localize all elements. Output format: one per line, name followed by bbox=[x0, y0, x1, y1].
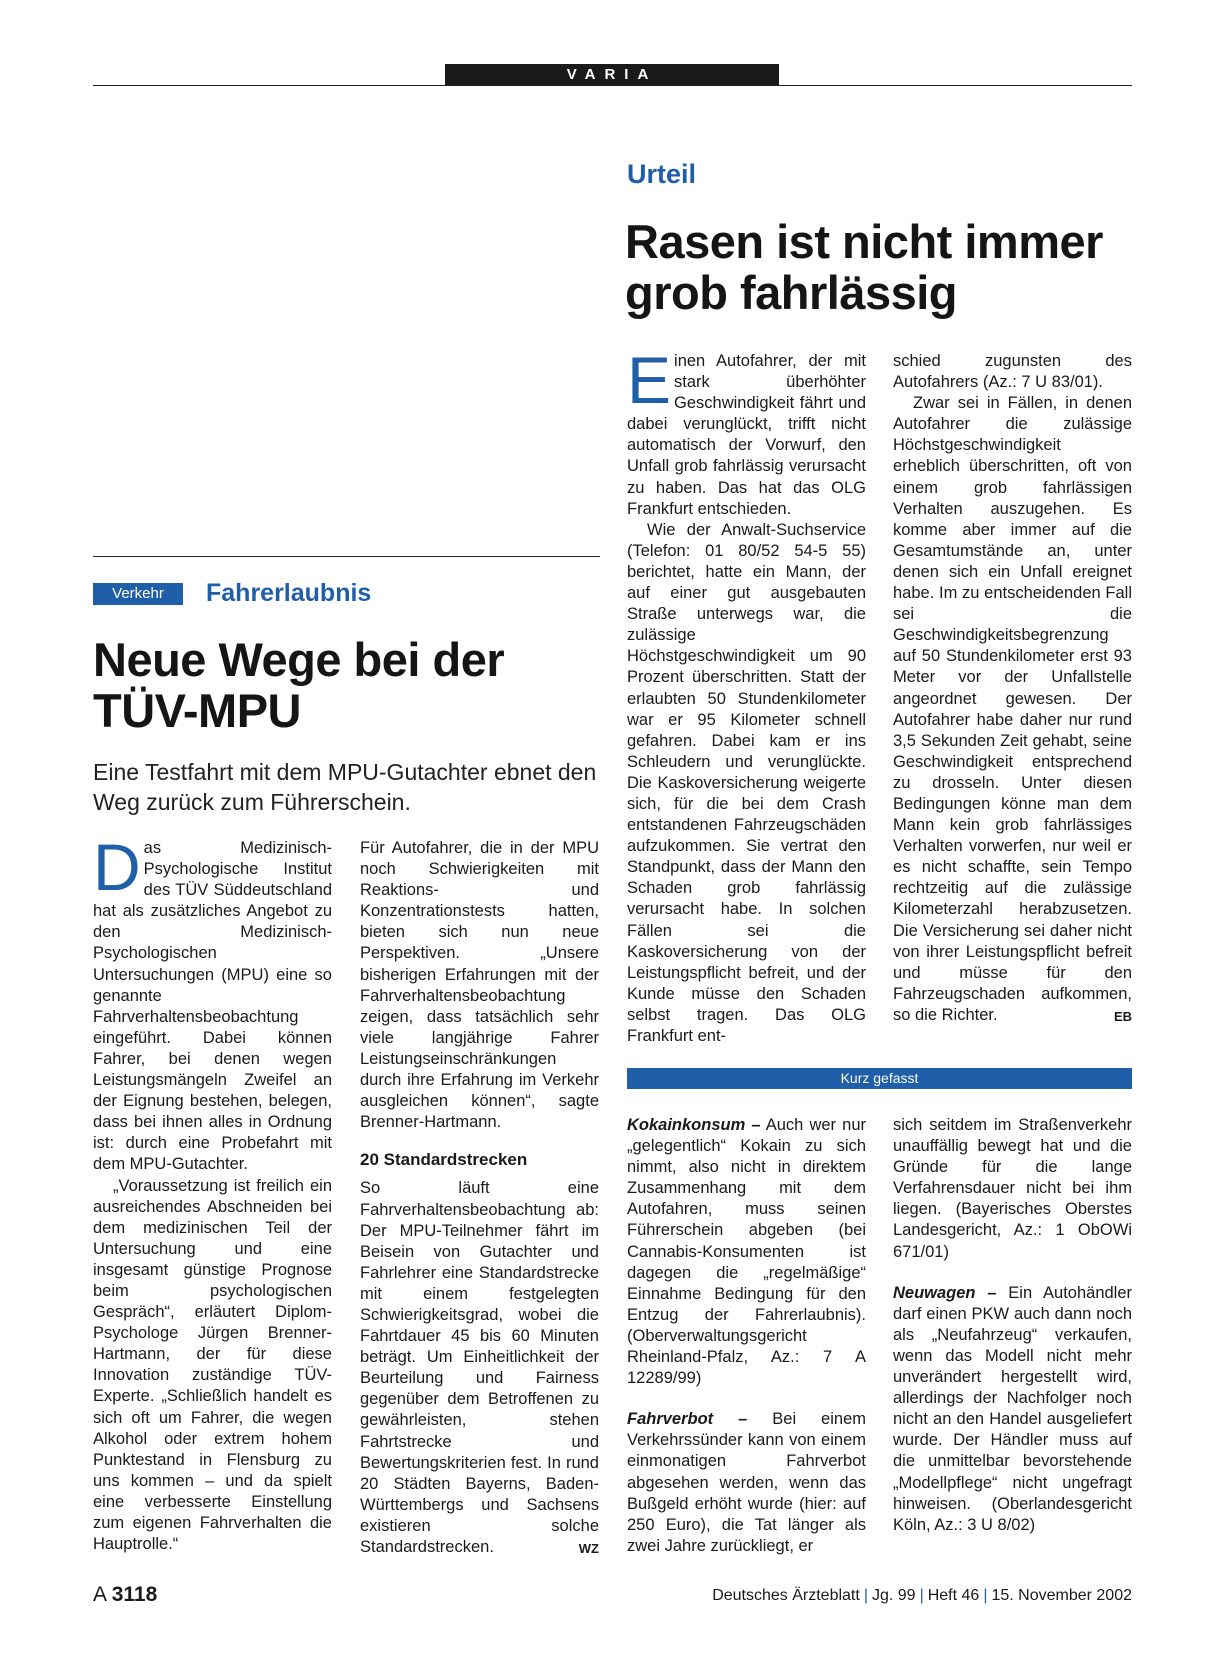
urteil-column-1 bbox=[627, 343, 866, 1047]
urteil-headline bbox=[625, 216, 1135, 318]
journal-issue: Heft 46 bbox=[927, 1587, 980, 1604]
verkehr-dropcap: D bbox=[93, 830, 141, 904]
urteil-paragraph-3: schied zugunsten des Autofahrers (Az.: 7 U 83/01). bbox=[893, 352, 1132, 392]
kurz-item-neuwagen-text: Ein Autohändler darf einen PKW auch dann noch als „Neufahrzeug“ verkaufen, wenn das Modell nicht mehr unverändert hergestellt wird, allerdings der Nachfolger noch nicht an den Handel ausgeliefert wurde. Der Händler muss auf die unmittelbar bevorstehende „Modellpflege“ nicht ungefragt hinweisen. (Oberlandesgericht Köln, Az.: 3 U 8/02) bbox=[893, 1283, 1133, 1534]
urteil-kicker: Urteil bbox=[627, 159, 697, 189]
kurz-column-2 bbox=[893, 1115, 1132, 1556]
verkehr-subheading: 20 Standardstrecken bbox=[360, 1150, 528, 1170]
verkehr-author-initials: WZ bbox=[578, 1541, 599, 1557]
kurz-item-fahrverbot-lead: Fahrverbot – bbox=[627, 1410, 748, 1429]
kurz-item-fahrverbot-text: Bei einem Verkehrssünder kann von einem einmonatigen Fahrverbot abgesehen werden, wenn das Bußgeld erhöht wurde (hier: auf 250 Euro), die Tat länger als zwei Jahre zurückliegt, er bbox=[627, 1410, 866, 1555]
kurz-column-1 bbox=[627, 1115, 866, 1577]
verkehr-paragraph-4: So läuft eine Fahrverhaltensbeobachtung ab: Der MPU-Teilnehmer fährt im Beisein von Gutachter und Fahrlehrer eine Standardstrecke mit einem festgelegten Schwierigkeitsgrad, wobei die Fahrtdauer 45 bis 60 Minuten beträgt. Um Einheitlichkeit der Beurteilung und Fairness gegenüber dem Betroffenen zu gewährleisten, stehen Fahrtstrecke und Bewertungskriterien fest. In rund 20 Städten Bayerns, Baden-Württembergs und Sachsens existieren solche Standardstrecken. bbox=[360, 1179, 599, 1556]
kurz-gefasst-bar: Kurz gefasst bbox=[627, 1068, 1132, 1089]
urteil-column-2 bbox=[893, 351, 1132, 1027]
verkehr-paragraph-1: as Medizinisch-Psychologische Institut des TÜV Süddeutschland hat als zusätzliches Angebot zu den Medizinisch-Psychologischen Untersuchungen (MPU) eine so genannte Fahrverhaltensbeobachtung eingeführt. Dabei können Fahrer, bei denen wegen Leistungsmängeln Zweifel an der Eignung bestehen, belegen, dass bei ihnen alles in Ordnung ist: durch eine Probefahrt mit dem MPU-Gutachter. bbox=[93, 839, 332, 1174]
urteil-author-initials: EB bbox=[1113, 1009, 1132, 1024]
kurz-item-neuwagen bbox=[893, 1283, 1132, 1536]
urteil-paragraph-1: inen Autofahrer, der mit stark überhöhter Geschwindigkeit fährt und dabei verunglückt, trifft nicht automatisch der Vorwurf, den Unfall grob fahrlässig verursacht zu haben. Das hat das OLG Frankfurt entschieden. bbox=[627, 352, 866, 518]
urteil-paragraph-4: Zwar sei in Fällen, in denen Autofahrer die zulässige Höchstgeschwindigkeit erheblich überschritten, oft von einem grob fahrlässigen Verhalten auszugehen. Es komme aber immer auf die Gesamtumstände an, unter denen sich ein Unfall ereignet habe. Im zu entscheidenden Fall sei die Geschwindigkeitsbegrenzung auf 50 Stundenkilometer erst 93 Meter vor der Unfallstelle angeordnet gewesen. Der Autofahrer habe daher nur rund 3,5 Sekunden Zeit gehabt, seine Geschwindigkeit entsprechend zu drosseln. Unter diesen Bedingungen könne man dem Mann kein grob fahrlässiges Verhalten vorwerfen, nur weil er es nicht schaffte, sein Tempo rechtzeitig auf die zulässige Kilometerzahl herabzusetzen. Die Versicherung sei daher nicht von ihrer Leistungspflicht befreit und müsse für den Fahrzeugschaden aufkommen, so die Richter. bbox=[893, 394, 1132, 1024]
header-rule bbox=[93, 85, 1132, 86]
urteil-headline-line1: Rasen ist nicht immer bbox=[625, 215, 1103, 268]
verkehr-tag: Verkehr bbox=[93, 583, 183, 605]
verkehr-top-rule bbox=[93, 556, 600, 557]
urteil-dropcap: E bbox=[627, 343, 672, 417]
journal-citation: Deutsches Ärzteblatt | Jg. 99 | Heft 46 | 15. November 2002 bbox=[712, 1587, 1132, 1604]
kurz-item-kokain-lead: Kokainkonsum – bbox=[627, 1116, 761, 1134]
verkehr-paragraph-3: Für Autofahrer, die in der MPU noch Schwierigkeiten mit Reaktions- und Konzentrationstests hatten, bieten sich nun neue Perspektiven. „Unsere bisherigen Erfahrungen mit der Fahrverhaltensbeobachtung zeigen, dass tatsächlich sehr viele langjährige Fahrer Leistungseinschränkungen durch ihre Erfahrung im Verkehr ausgleichen können“, sagte Brenner-Hartmann. bbox=[360, 839, 599, 1132]
journal-date: 15. November 2002 bbox=[991, 1587, 1132, 1604]
kurz-item-neuwagen-lead: Neuwagen – bbox=[893, 1283, 997, 1302]
verkehr-column-1 bbox=[93, 830, 332, 1555]
kurz-item-fahrverbot bbox=[627, 1409, 866, 1557]
verkehr-kicker: Fahrerlaubnis bbox=[206, 579, 372, 607]
page-number bbox=[93, 1583, 157, 1607]
page-prefix: A bbox=[93, 1583, 106, 1606]
verkehr-paragraph-2: „Voraussetzung ist freilich ein ausreichendes Abschneiden bei dem medizinischen Teil der Untersuchung und eine insgesamt günstige Prognose beim psychologischen Gespräch“, erläutert Diplom-Psychologe Jürgen Brenner-Hartmann, der für diese Innovation zuständige TÜV-Experte. „Schließlich handelt es sich oft um Fahrer, die wegen Alkohol oder extrem hohem Punktestand in Flensburg zu uns kommen – und da spielt eine verbesserte Einstellung zum eigenen Fahrverhalten die Hauptrolle.“ bbox=[93, 1176, 332, 1554]
section-header: VARIA bbox=[445, 64, 779, 85]
verkehr-headline-line1: Neue Wege bei der bbox=[93, 633, 505, 686]
kurz-item-kokain-text: Auch wer nur „gelegentlich“ Kokain zu sich nimmt, also nicht in direktem Zusammenhang mit dem Autofahren, muss seinen Führerschein abgeben (bei Cannabis-Konsumenten ist dagegen die „regelmäßige“ Einnahme Bedingung für den Entzug der Fahrerlaubnis). (Oberverwaltungsgericht Rheinland-Pfalz, Az.: 7 A 12289/99) bbox=[627, 1116, 866, 1388]
page-number-value: 3118 bbox=[111, 1583, 158, 1606]
verkehr-column-2 bbox=[360, 838, 599, 1559]
verkehr-subtitle: Eine Testfahrt mit dem MPU-Gutachter ebnet den Weg zurück zum Führerschein. bbox=[93, 759, 597, 815]
kurz-item-kokain bbox=[627, 1115, 866, 1389]
verkehr-headline bbox=[93, 634, 600, 736]
journal-volume: Jg. 99 bbox=[871, 1587, 916, 1604]
journal-name: Deutsches Ärzteblatt bbox=[712, 1587, 860, 1604]
urteil-headline-line2: grob fahrlässig bbox=[625, 266, 958, 319]
verkehr-headline-line2: TÜV-MPU bbox=[93, 684, 301, 737]
urteil-paragraph-2: Wie der Anwalt-Suchservice (Telefon: 01 80/52 54-5 55) berichtet, hatte ein Mann, der auf einer gut ausgebauten Straße unterwegs war, die zulässige Höchstgeschwindigkeit um 90 Prozent überschritten. Statt der erlaubten 50 Stundenkilometer war er 95 Kilometer schnell gefahren. Dabei kam er ins Schleudern und verunglückte. Die Kaskoversicherung weigerte sich, für die bei dem Crash entstandenen Fahrzeugschäden aufzukommen. Sie vertrat den Standpunkt, dass der Mann den Schaden grob fahrlässig verursacht habe. In solchen Fällen sei die Kaskoversicherung von der Leistungspflicht befreit, und der Kunde müsse den Schaden selbst tragen. Das OLG Frankfurt ent- bbox=[627, 520, 866, 1045]
kurz-item-fahrverbot-continued: sich seitdem im Straßenverkehr unauffällig bewegt hat und die Gründe für die lange Verfahrensdauer nicht bei ihm liegen. (Bayerisches Oberstes Landesgericht, Az.: 1 ObOWi 671/01) bbox=[893, 1116, 1132, 1261]
